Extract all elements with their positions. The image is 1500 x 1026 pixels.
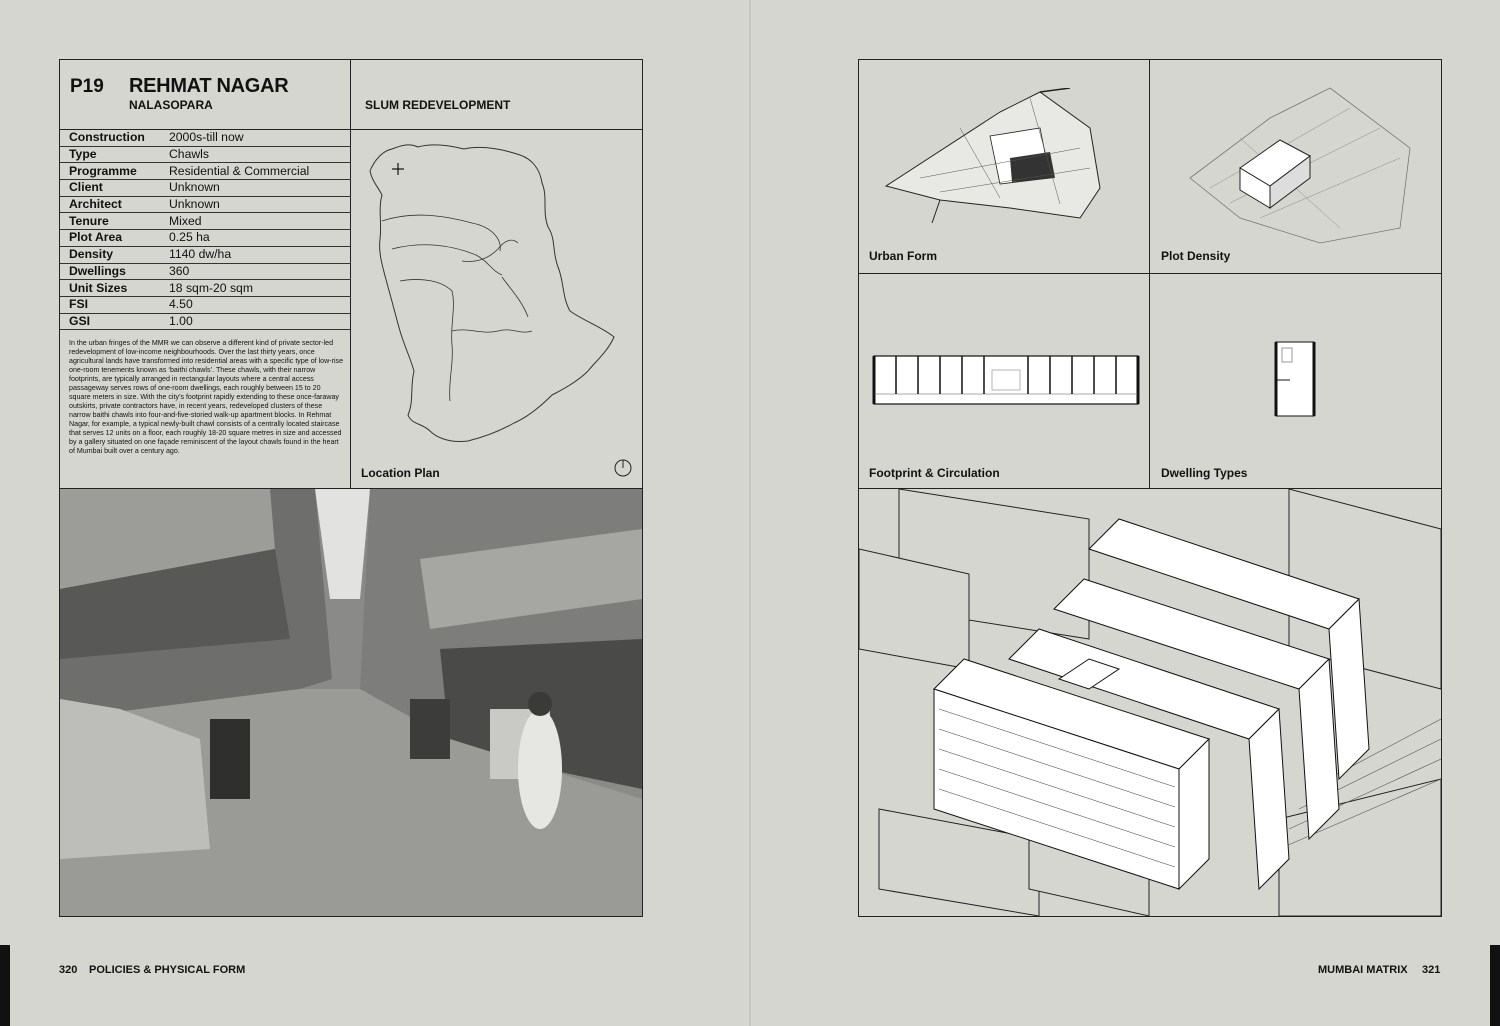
spec-label: GSI [60, 313, 160, 330]
spec-row [60, 313, 351, 330]
right-divider-middle [858, 273, 1442, 274]
spec-label: Programme [60, 163, 160, 180]
spec-label: FSI [60, 296, 160, 313]
spec-value: 2000s-till now [160, 130, 351, 146]
right-divider-vertical [1149, 59, 1150, 489]
project-category: SLUM REDEVELOPMENT [365, 98, 511, 112]
spec-row [60, 130, 351, 146]
location-plan-map [352, 131, 640, 487]
spec-value: Mixed [160, 213, 351, 230]
spec-label: Dwellings [60, 263, 160, 280]
spec-value: 4.50 [160, 296, 351, 313]
right-section-title: MUMBAI MATRIX [1318, 964, 1408, 976]
spec-table [60, 130, 351, 330]
project-description: In the urban fringes of the MMR we can observe a different kind of private sector-led redevelopment of low-income neighbourhoods. Over the last thirty years, once agricultural lands have transformed into residential areas with a specific type of low-rise one-room tenements known as ‘baithi chawls’. These chawls, with their narrow footprints, are typically arranged in rectangular layouts where a central access passageway serves rows of one-room dwellings, each roughly between 15 to 20 square meters in size. With the city’s footprint rapidly extending to these once-faraway outskirts, private contractors have, in recent years, redeveloped clusters of these narrow baithi chawls into four-and-five-storied walk-up apartment blocks. In Rehmat Nagar, for example, a typical newly-built chawl consists of a centrally located staircase that serves 12 units on a floor, each roughly 18-20 square metres in size and accessed by a gallery situated on one façade reminiscent of the layout chawls found in the heart of Mumbai built over a century ago. [69, 339, 344, 456]
spec-label: Density [60, 246, 160, 263]
spec-value: 360 [160, 263, 351, 280]
spec-row [60, 280, 351, 297]
left-page-edge-mark [0, 945, 10, 1026]
location-plan-label: Location Plan [361, 466, 440, 480]
spec-row [60, 230, 351, 247]
spec-value: 1140 dw/ha [160, 246, 351, 263]
footprint-label: Footprint & Circulation [869, 466, 1000, 480]
spec-value: Residential & Commercial [160, 163, 351, 180]
right-page-number: 321 [1422, 964, 1441, 976]
spec-row [60, 296, 351, 313]
spec-row [60, 213, 351, 230]
spec-row [60, 163, 351, 180]
spec-row [60, 263, 351, 280]
project-title: REHMAT NAGAR [129, 75, 289, 97]
north-arrow-icon [614, 459, 632, 477]
project-location: NALASOPARA [129, 98, 213, 112]
plot-density-diagram [1180, 78, 1420, 248]
dwelling-types-label: Dwelling Types [1161, 466, 1248, 480]
left-section-title: POLICIES & PHYSICAL FORM [89, 964, 246, 976]
spec-label: Plot Area [60, 230, 160, 247]
urban-form-label: Urban Form [869, 249, 938, 263]
spec-row [60, 196, 351, 213]
spec-value: Chawls [160, 146, 351, 163]
plot-density-label: Plot Density [1161, 249, 1231, 263]
spec-value: 18 sqm-20 sqm [160, 280, 351, 297]
spec-row [60, 246, 351, 263]
footprint-plan [872, 352, 1140, 408]
spec-label: Type [60, 146, 160, 163]
street-photo [60, 489, 642, 916]
spec-label: Unit Sizes [60, 280, 160, 297]
spec-value: 1.00 [160, 313, 351, 330]
spec-row [60, 180, 351, 197]
dwelling-type-plan [1272, 340, 1320, 420]
right-page-edge-mark [1490, 945, 1500, 1026]
left-page-number: 320 [59, 964, 78, 976]
spec-value: 0.25 ha [160, 230, 351, 247]
spec-label: Construction [60, 130, 160, 146]
spec-label: Client [60, 180, 160, 197]
spec-row [60, 146, 351, 163]
spec-label: Architect [60, 196, 160, 213]
spec-label: Tenure [60, 213, 160, 230]
axonometric-drawing [859, 489, 1441, 916]
book-gutter [749, 0, 751, 1026]
spec-value: Unknown [160, 196, 351, 213]
spec-value: Unknown [160, 180, 351, 197]
project-code: P19 [70, 76, 104, 97]
urban-form-diagram [880, 88, 1130, 238]
